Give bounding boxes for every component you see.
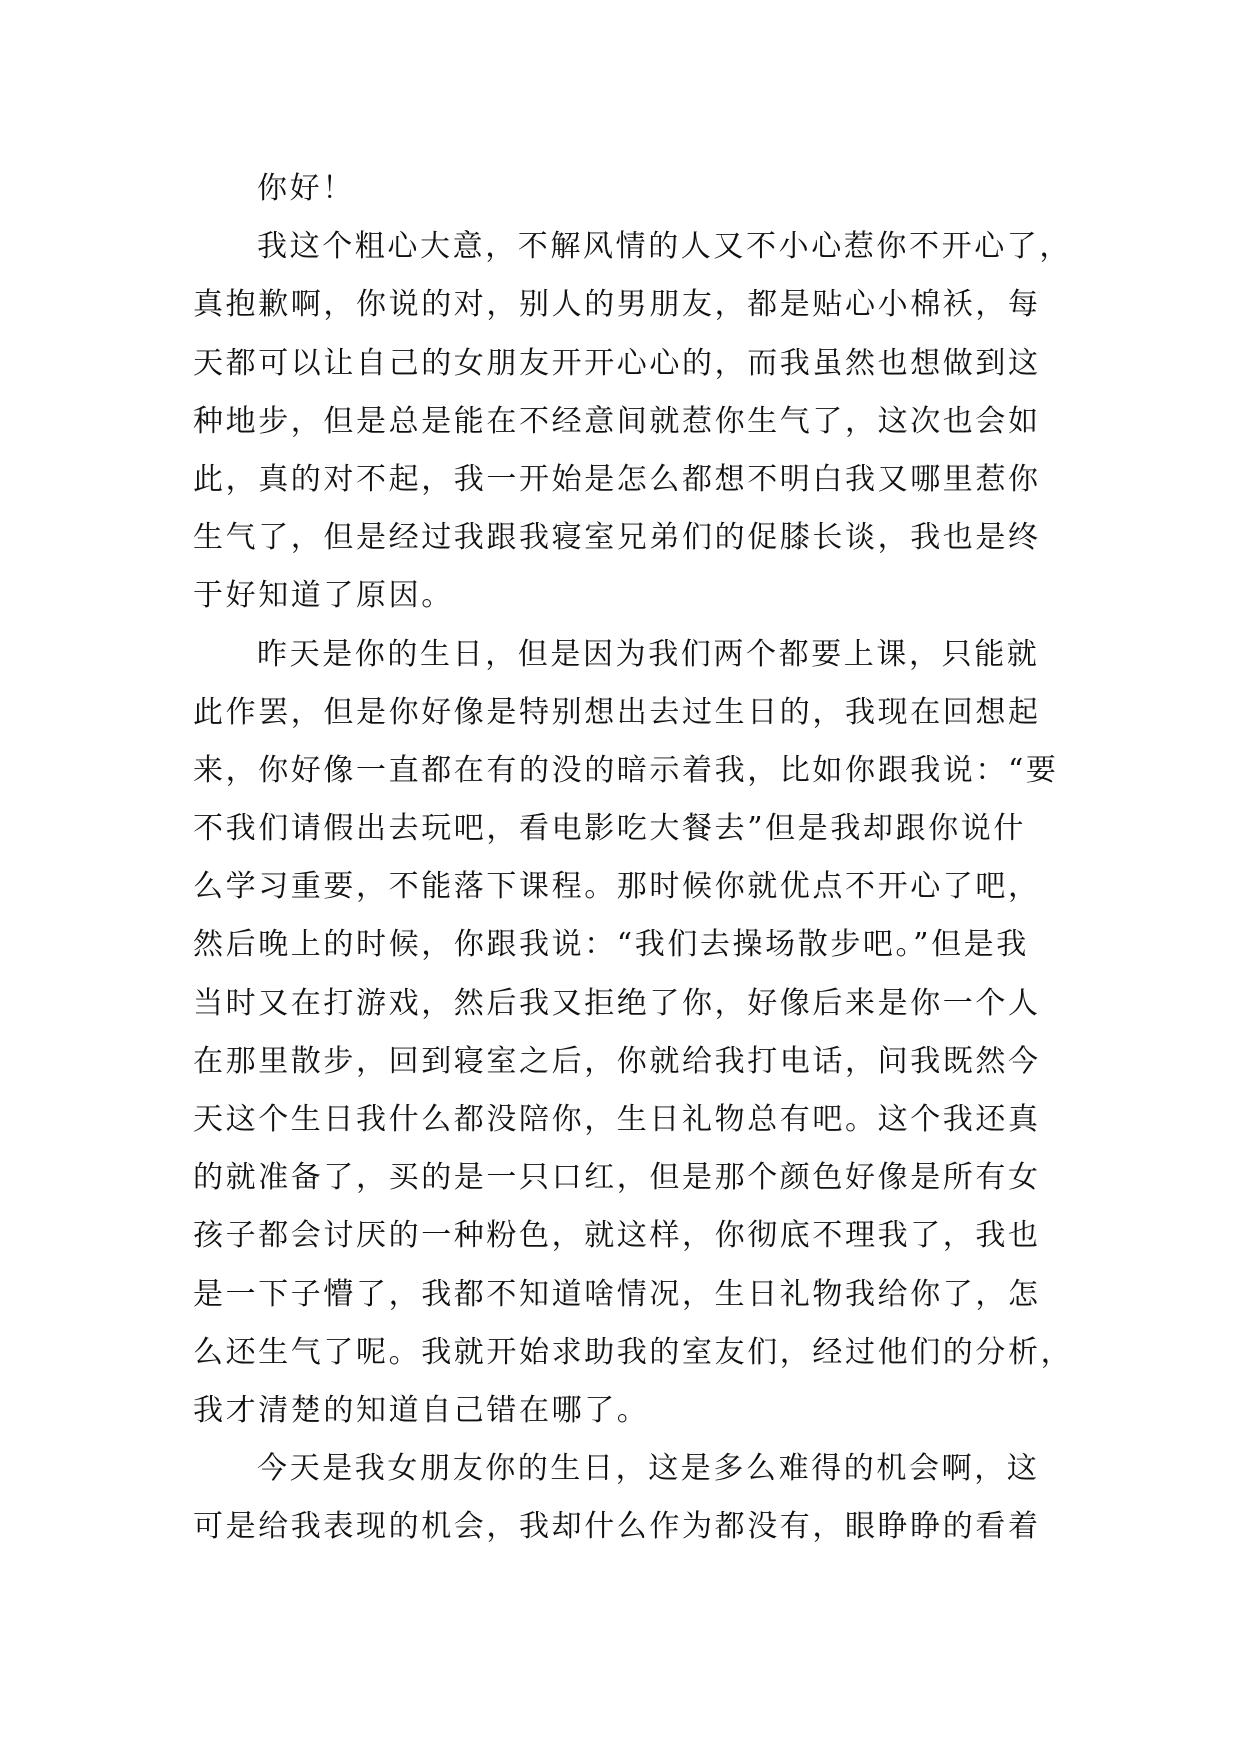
- text-line: 孩子都会讨厌的一种粉色，就这样，你彻底不理我了，我也: [193, 1218, 1041, 1254]
- text-line: 今天是我女朋友你的生日，这是多么难得的机会啊，这: [257, 1451, 1040, 1487]
- text-line: 不我们请假出去玩吧，看电影吃大餐去”但是我却跟你说什: [193, 811, 1026, 847]
- text-line: 真抱歉啊，你说的对，别人的男朋友，都是贴心小棉袄，每: [193, 287, 1041, 323]
- text-line: 我才清楚的知道自己错在哪了。: [193, 1392, 650, 1428]
- text-line: 的就准备了，买的是一只口红，但是那个颜色好像是所有女: [193, 1160, 1041, 1196]
- text-line: 在那里散步，回到寝室之后，你就给我打电话，问我既然今: [193, 1043, 1041, 1079]
- text-line: 此，真的对不起，我一开始是怎么都想不明白我又哪里惹你: [193, 461, 1041, 497]
- text-line: 么还生气了呢。我就开始求助我的室友们，经过他们的分析，: [193, 1334, 1074, 1370]
- text-line: 可是给我表现的机会，我却什么作为都没有，眼睁睁的看着: [193, 1509, 1041, 1545]
- text-line: 生气了，但是经过我跟我寝室兄弟们的促膝长谈，我也是终: [193, 520, 1041, 556]
- text-line: 是一下子懵了，我都不知道啥情况，生日礼物我给你了，怎: [193, 1276, 1041, 1312]
- text-line: 么学习重要，不能落下课程。那时候你就优点不开心了吧，: [193, 869, 1041, 905]
- text-line: 昨天是你的生日，但是因为我们两个都要上课，只能就: [257, 636, 1040, 672]
- text-line: 于好知道了原因。: [193, 578, 454, 614]
- text-line: 天都可以让自己的女朋友开开心心的，而我虽然也想做到这: [193, 345, 1041, 381]
- text-line: 然后晚上的时候，你跟我说：“我们去操场散步吧。”但是我: [193, 927, 1029, 963]
- text-line: 来，你好像一直都在有的没的暗示着我，比如你跟我说：“要: [193, 752, 1059, 788]
- text-line: 天这个生日我什么都没陪你，生日礼物总有吧。这个我还真: [193, 1102, 1041, 1137]
- letter-body: [193, 160, 1093, 1557]
- text-line: 此作罢，但是你好像是特别想出去过生日的，我现在回想起: [193, 694, 1041, 730]
- text-line: 当时又在打游戏，然后我又拒绝了你，好像后来是你一个人: [193, 985, 1041, 1021]
- text-line: 我这个粗心大意，不解风情的人又不小心惹你不开心了，: [257, 229, 1072, 265]
- text-line: 种地步，但是总是能在不经意间就惹你生气了，这次也会如: [193, 403, 1041, 439]
- greeting-line: 你好！: [257, 171, 355, 206]
